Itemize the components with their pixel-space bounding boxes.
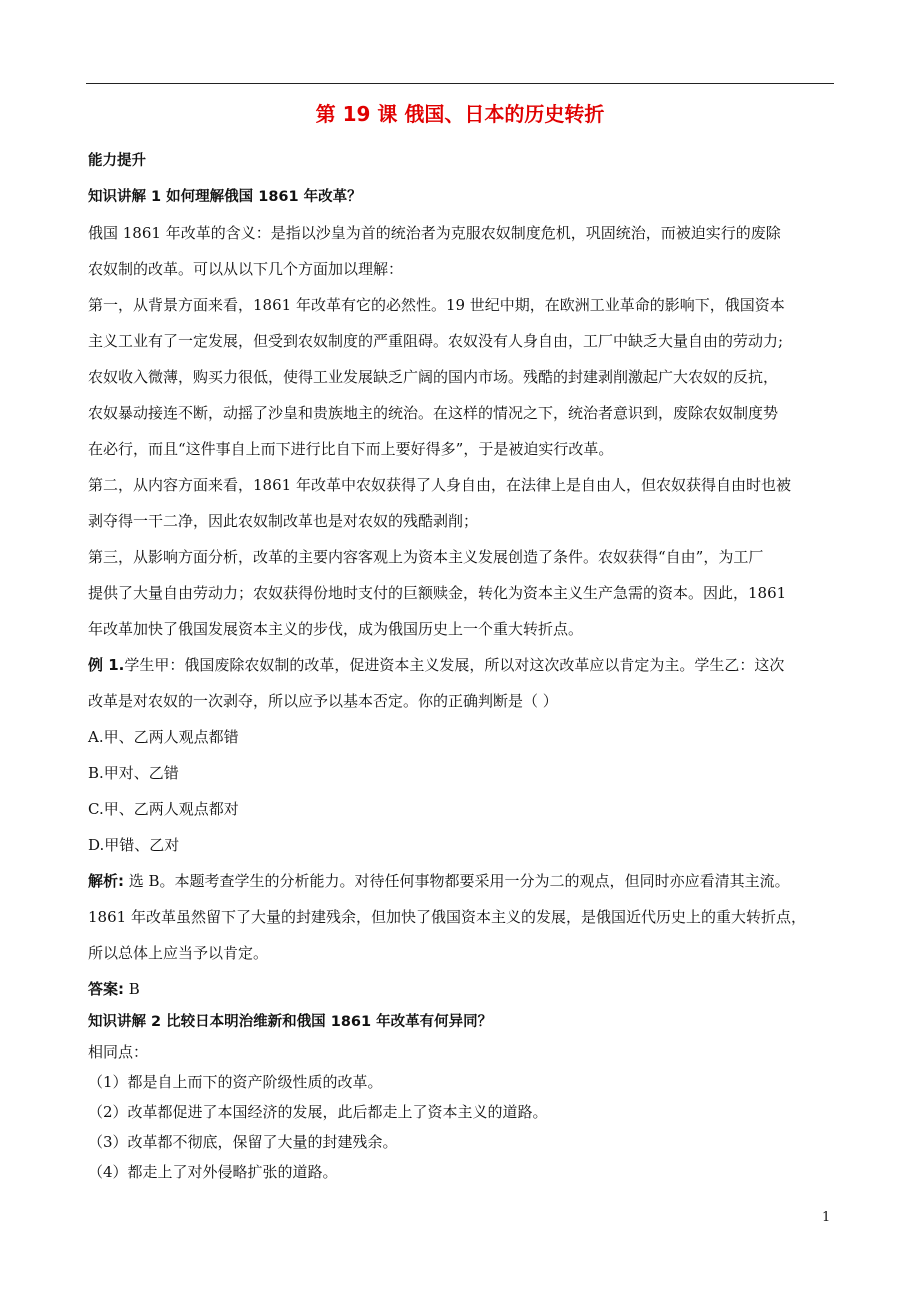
paragraph-line: 剥夺得一干二净，因此农奴制改革也是对农奴的残酷剥削； (88, 512, 479, 530)
analysis-cont: 所以总体上应当予以肯定。 (88, 944, 269, 962)
example-text: 学生甲：俄国废除农奴制的改革，促进资本主义发展，所以对这次改革应以肯定为主。学生乙：这次 (124, 656, 785, 674)
knowledge-heading-2: 知识讲解 2 比较日本明治维新和俄国 1861 年改革有何异同？ (88, 1014, 493, 1030)
analysis-text: 选 B。本题考查学生的分析能力。对待任何事物都要采用一分为二的观点，但同时亦应看清其主流。 (124, 872, 790, 890)
section-heading: 能力提升 (88, 153, 146, 169)
page-number: 1 (822, 1210, 831, 1225)
paragraph-line: 第三，从影响方面分析，改革的主要内容客观上为资本主义发展创造了条件。农奴获得“自由”，为工厂 (88, 548, 764, 566)
analysis-label: 解析: (88, 872, 124, 890)
option-c: C.甲、乙两人观点都对 (88, 800, 239, 818)
document-body (88, 143, 836, 1187)
answer-value: B (124, 980, 140, 998)
paragraph-line: 在必行，而且“这件事自上而下进行比自下而上要好得多”，于是被迫实行改革。 (88, 440, 614, 458)
option-a: A.甲、乙两人观点都错 (88, 728, 239, 746)
example-question-cont: 改革是对农奴的一次剥夺，所以应予以基本否定。你的正确判断是（ ） (88, 692, 558, 710)
example-label: 例 1. (88, 656, 125, 674)
answer (88, 971, 836, 1007)
paragraph-line: 年改革加快了俄国发展资本主义的步伐，成为俄国历史上一个重大转折点。 (88, 620, 584, 638)
page-title: 第 19 课 俄国、日本的历史转折 (315, 102, 605, 126)
paragraph-line: 第一，从背景方面来看，1861 年改革有它的必然性。19 世纪中期，在欧洲工业革命的影响下，俄国资本 (88, 296, 785, 314)
paragraph-line: 提供了大量自由劳动力；农奴获得份地时支付的巨额赎金，转化为资本主义生产急需的资本。因此，1861 (88, 584, 787, 602)
header-rule (86, 83, 834, 84)
similar-point: （1）都是自上而下的资产阶级性质的改革。 (88, 1073, 383, 1091)
answer-label: 答案: (88, 980, 124, 998)
similar-point: （3）改革都不彻底，保留了大量的封建残余。 (88, 1133, 398, 1151)
knowledge-heading-1: 知识讲解 1 如何理解俄国 1861 年改革？ (88, 189, 362, 205)
option-d: D.甲错、乙对 (88, 836, 180, 854)
paragraph-line: 农奴制的改革。可以从以下几个方面加以理解： (88, 260, 404, 278)
analysis (88, 863, 836, 899)
paragraph-line: 农奴暴动接连不断，动摇了沙皇和贵族地主的统治。在这样的情况之下，统治者意识到，废除农奴制度势 (88, 404, 779, 422)
paragraph-line: 主义工业有了一定发展，但受到农奴制度的严重阻碍。农奴没有人身自由，工厂中缺乏大量自由的劳动力; (88, 332, 784, 350)
analysis-cont: 1861 年改革虽然留下了大量的封建残余，但加快了俄国资本主义的发展，是俄国近代历史上的重大转折点， (88, 908, 806, 926)
similar-point: （4）都走上了对外侵略扩张的道路。 (88, 1163, 338, 1181)
example-question (88, 647, 836, 683)
similar-label: 相同点： (88, 1043, 149, 1061)
similar-point: （2）改革都促进了本国经济的发展，此后都走上了资本主义的道路。 (88, 1103, 548, 1121)
option-b: B.甲对、乙错 (88, 764, 179, 782)
paragraph-line: 农奴收入微薄，购买力很低，使得工业发展缺乏广阔的国内市场。残酷的封建剥削激起广大农奴的反抗， (88, 368, 779, 386)
paragraph-line: 第二，从内容方面来看，1861 年改革中农奴获得了人身自由，在法律上是自由人，但农奴获得自由时也被 (88, 476, 791, 494)
paragraph-line: 俄国 1861 年改革的含义：是指以沙皇为首的统治者为克服农奴制度危机，巩固统治，而被迫实行的废除 (88, 224, 781, 242)
